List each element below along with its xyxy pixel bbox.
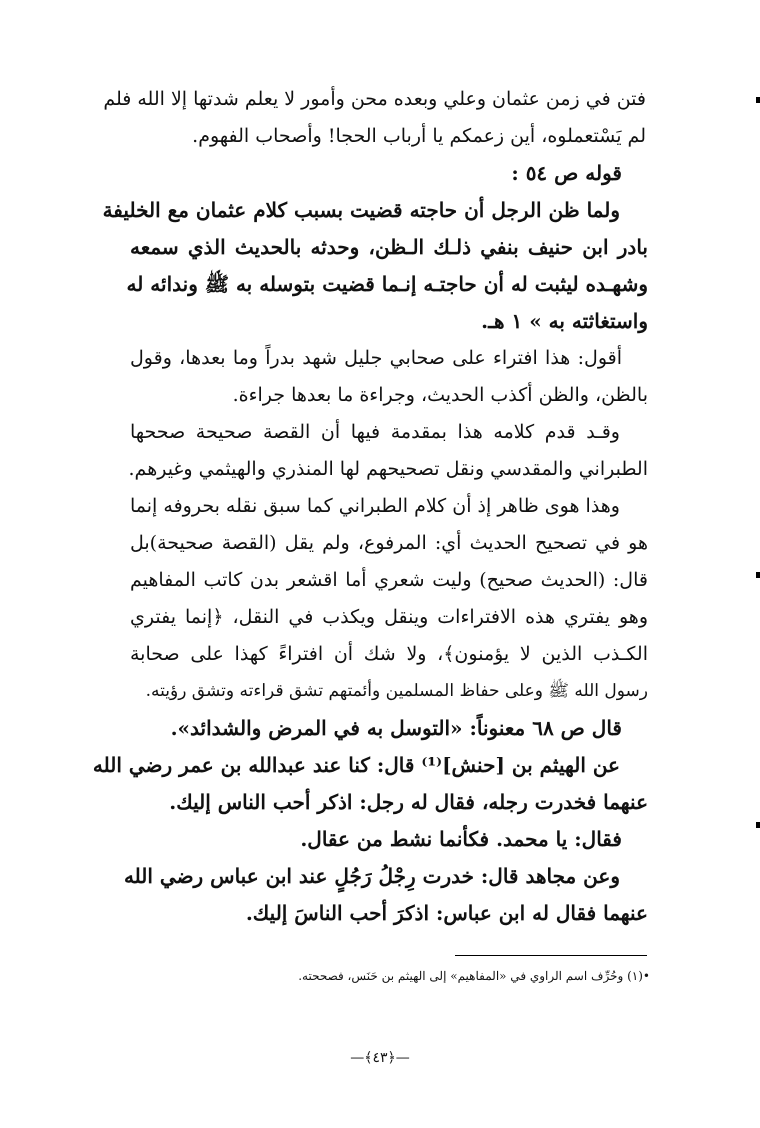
text-line: رسول الله ﷺ وعلى حفاظ المسلمين وأئمتهم تشق قراءته وتشق رؤيته. [145,681,648,701]
text-line: بالظن، والظن أكذب الحديث، وجراءة ما بعدها جراءة. [232,384,648,406]
text-line: عنهما فقال له ابن عباس: اذكرَ أحب الناسَ إليك. [245,901,648,925]
text-line: قال ص ٦٨ معنوناً: «التوسل به في المرض والشدائد». [170,716,622,740]
text-line: وهو يفتري هذه الافتراءات وينقل ويكذب في النقل، ﴿إنما يفتري [130,606,648,628]
text-line: هو في تصحيح الحديث أي: المرفوع، ولم يقل (القصة صحيحة)بل [130,532,648,554]
text-line: الكـذب الذين لا يؤمنون﴾، ولا شك أن افتراءً كهذا على صحابة [130,643,648,665]
text-line: عنهما فخدرت رجله، فقال له رجل: اذكر أحب الناس إليك. [169,790,648,814]
text-line: قوله ص ٥٤ : [511,161,622,185]
footnote-separator [455,955,647,956]
page-number: —﴿٤٣﴾— [350,1050,410,1066]
text-line: وهذا هوى ظاهر إذ أن كلام الطبراني كما سبق نقله بحروفه إنما [130,495,620,517]
text-line: فقال: يا محمد. فكأنما نشط من عقال. [300,827,622,851]
text-line: وعن مجاهد قال: خدرت رِجْلُ رَجُلٍ عند ابن عباس رضي الله [123,864,620,888]
text-line: قال: (الحديث صحيح) وليت شعري أما اقشعر بدن كاتب المفاهيم [130,569,648,591]
text-line: أقول: هذا افتراء على صحابي جليل شهد بدراً وما بعدها، وقول [130,347,622,369]
margin-mark [756,97,760,103]
text-line: فتن في زمن عثمان وعلي وبعده محن وأمور لا يعلم شدتها إلا الله فلم [103,88,646,110]
margin-mark [756,822,760,828]
text-line: وشهـده ليثبت له أن حاجتـه إنـما قضيت بتوسله به ﷺ وندائه له [126,272,648,296]
text-line: عن الهيثم بن [حنش]⁽¹⁾ قال: كنا عند عبدالله بن عمر رضي الله [92,753,620,777]
footnote: •(١) وحُرِّف اسم الراوي في «المفاهيم» إلى الهيثم بن حَنَس، فصححته. [298,969,650,983]
text-line: وقـد قدم كلامه هذا بمقدمة فيها أن القصة صحيحة صححها [130,421,620,443]
margin-mark [756,572,760,578]
text-line: لم يَسْتعملوه، أين زعمكم يا أرباب الحجا! وأصحاب الفهوم. [192,125,646,147]
text-line: بادر ابن حنيف بنفي ذلـك الـظن، وحدثه بالحديث الذي سمعه [130,235,648,259]
text-line: الطبراني والمقدسي ونقل تصحيحهم لها المنذري والهيثمي وغيرهم. [128,458,648,480]
text-line: ولما ظن الرجل أن حاجته قضيت بسبب كلام عثمان مع الخليفة [102,198,620,222]
text-line: واستغاثته به » ١ هـ. [481,309,648,333]
